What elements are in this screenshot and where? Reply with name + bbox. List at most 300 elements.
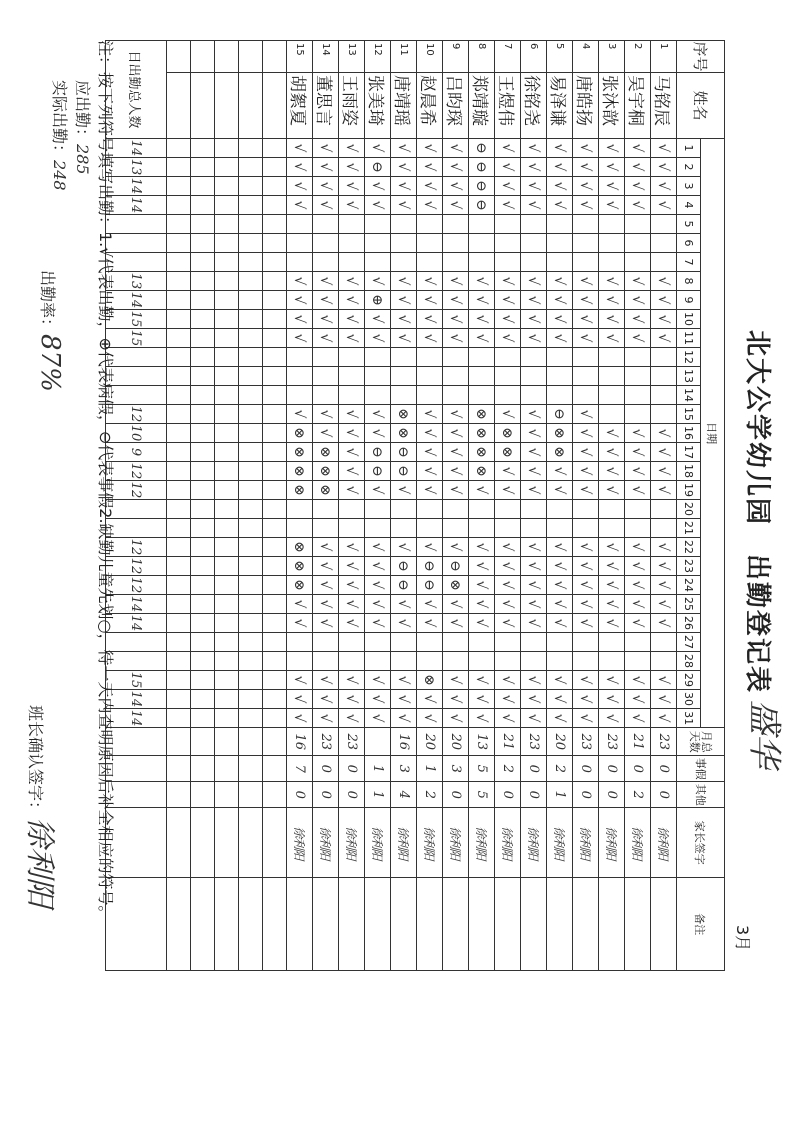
attendance-mark: √ bbox=[573, 709, 599, 728]
attendance-mark bbox=[417, 234, 443, 253]
month-label: 3月 bbox=[733, 925, 752, 952]
attendance-mark bbox=[625, 234, 651, 253]
attendance-mark: √ bbox=[521, 690, 547, 709]
attendance-mark: √ bbox=[365, 139, 391, 158]
attendance-mark bbox=[443, 215, 469, 234]
attendance-mark: √ bbox=[417, 310, 443, 329]
attendance-mark: √ bbox=[391, 671, 417, 690]
attendance-mark: √ bbox=[599, 139, 625, 158]
attendance-mark: √ bbox=[625, 196, 651, 215]
header-monthly-total: 月总天数 bbox=[677, 728, 725, 756]
attendance-mark bbox=[495, 367, 521, 386]
attendance-mark: √ bbox=[547, 177, 573, 196]
attendance-mark: √ bbox=[339, 538, 365, 557]
attendance-mark: √ bbox=[599, 462, 625, 481]
attendance-mark: √ bbox=[443, 538, 469, 557]
teacher-confirm bbox=[21, 705, 65, 907]
attendance-mark bbox=[365, 348, 391, 367]
attendance-mark bbox=[443, 633, 469, 652]
expected-value: 285 bbox=[73, 144, 92, 175]
attendance-mark: √ bbox=[365, 595, 391, 614]
empty-cell bbox=[263, 329, 287, 348]
attendance-mark: √ bbox=[495, 177, 521, 196]
empty-cell bbox=[239, 633, 263, 652]
attendance-mark bbox=[469, 367, 495, 386]
attendance-mark bbox=[651, 633, 677, 652]
day-header: 20 bbox=[677, 500, 701, 519]
empty-cell bbox=[167, 878, 191, 971]
attendance-mark: √ bbox=[573, 272, 599, 291]
attendance-mark: √ bbox=[313, 671, 339, 690]
student-remarks bbox=[391, 878, 417, 971]
empty-cell bbox=[239, 709, 263, 728]
empty-cell bbox=[167, 73, 191, 139]
attendance-mark: √ bbox=[651, 196, 677, 215]
attendance-mark bbox=[521, 386, 547, 405]
empty-cell bbox=[239, 310, 263, 329]
attendance-mark: √ bbox=[365, 709, 391, 728]
empty-cell bbox=[191, 405, 215, 424]
attendance-mark bbox=[495, 500, 521, 519]
day-header: 1 bbox=[677, 139, 701, 158]
attendance-mark: √ bbox=[495, 291, 521, 310]
empty-cell bbox=[263, 671, 287, 690]
empty-row bbox=[239, 41, 263, 971]
empty-cell bbox=[191, 709, 215, 728]
daily-total-value: 12 bbox=[106, 462, 167, 481]
attendance-mark: √ bbox=[651, 424, 677, 443]
attendance-mark: √ bbox=[339, 196, 365, 215]
student-remarks bbox=[287, 878, 313, 971]
student-monthly-total: 20 bbox=[443, 728, 469, 756]
rate-label: 出勤率： bbox=[38, 270, 57, 335]
student-row bbox=[625, 41, 651, 971]
attendance-mark: √ bbox=[287, 690, 313, 709]
attendance-table bbox=[125, 40, 725, 970]
empty-cell bbox=[263, 462, 287, 481]
attendance-mark: √ bbox=[573, 538, 599, 557]
attendance-mark bbox=[651, 234, 677, 253]
attendance-mark: √ bbox=[625, 424, 651, 443]
empty-cell bbox=[263, 386, 287, 405]
attendance-mark: √ bbox=[625, 310, 651, 329]
attendance-mark: ⊗ bbox=[313, 462, 339, 481]
attendance-mark bbox=[365, 519, 391, 538]
student-remarks bbox=[599, 878, 625, 971]
empty-cell bbox=[239, 756, 263, 782]
attendance-mark bbox=[365, 215, 391, 234]
actual-value: 248 bbox=[50, 160, 69, 191]
empty-cell bbox=[167, 808, 191, 878]
attendance-mark: ⊖ bbox=[391, 576, 417, 595]
attendance-mark: √ bbox=[391, 139, 417, 158]
empty-cell bbox=[263, 782, 287, 808]
empty-cell bbox=[215, 443, 239, 462]
student-seq: 10 bbox=[417, 41, 443, 73]
attendance-mark bbox=[417, 215, 443, 234]
empty-cell bbox=[215, 652, 239, 671]
attendance-mark: √ bbox=[313, 424, 339, 443]
student-personal-leave: 1 bbox=[365, 756, 391, 782]
attendance-mark: √ bbox=[573, 443, 599, 462]
empty-cell bbox=[215, 808, 239, 878]
attendance-mark: √ bbox=[495, 139, 521, 158]
empty-cell bbox=[191, 519, 215, 538]
attendance-mark: √ bbox=[651, 538, 677, 557]
attendance-mark: √ bbox=[443, 329, 469, 348]
attendance-mark: √ bbox=[573, 690, 599, 709]
attendance-mark: √ bbox=[495, 671, 521, 690]
empty-cell bbox=[263, 443, 287, 462]
empty-cell bbox=[215, 614, 239, 633]
student-remarks bbox=[495, 878, 521, 971]
empty-cell bbox=[215, 348, 239, 367]
attendance-mark: √ bbox=[573, 614, 599, 633]
attendance-mark: ⊗ bbox=[287, 424, 313, 443]
empty-cell bbox=[191, 215, 215, 234]
empty-cell bbox=[263, 348, 287, 367]
attendance-mark bbox=[287, 215, 313, 234]
daily-total-value: 14 bbox=[106, 709, 167, 728]
empty-cell bbox=[191, 234, 215, 253]
student-monthly-total: 16 bbox=[391, 728, 417, 756]
empty-cell bbox=[239, 253, 263, 272]
empty-cell bbox=[239, 139, 263, 158]
attendance-mark bbox=[339, 652, 365, 671]
attendance-mark: √ bbox=[391, 272, 417, 291]
student-name: 张沐歆 bbox=[599, 73, 625, 139]
attendance-mark bbox=[391, 348, 417, 367]
attendance-mark bbox=[521, 234, 547, 253]
day-header: 12 bbox=[677, 348, 701, 367]
attendance-rate bbox=[35, 270, 65, 392]
attendance-mark: √ bbox=[313, 158, 339, 177]
empty-cell bbox=[191, 272, 215, 291]
attendance-mark: √ bbox=[625, 158, 651, 177]
attendance-mark: √ bbox=[443, 424, 469, 443]
attendance-mark: √ bbox=[625, 576, 651, 595]
attendance-mark: √ bbox=[651, 291, 677, 310]
attendance-mark: √ bbox=[599, 443, 625, 462]
attendance-mark bbox=[313, 519, 339, 538]
attendance-mark: √ bbox=[651, 443, 677, 462]
attendance-mark bbox=[547, 367, 573, 386]
empty-cell bbox=[167, 756, 191, 782]
attendance-mark: √ bbox=[573, 196, 599, 215]
empty-cell bbox=[215, 690, 239, 709]
empty-cell bbox=[263, 595, 287, 614]
attendance-mark: √ bbox=[573, 177, 599, 196]
attendance-mark: √ bbox=[547, 595, 573, 614]
attendance-mark: √ bbox=[443, 291, 469, 310]
attendance-mark bbox=[521, 367, 547, 386]
attendance-mark: ⊗ bbox=[287, 576, 313, 595]
attendance-mark: √ bbox=[339, 595, 365, 614]
empty-cell bbox=[263, 234, 287, 253]
empty-cell bbox=[215, 557, 239, 576]
attendance-mark: ⊖ bbox=[469, 196, 495, 215]
empty-cell bbox=[263, 367, 287, 386]
attendance-mark bbox=[573, 652, 599, 671]
student-seq: 5 bbox=[547, 41, 573, 73]
day-header: 17 bbox=[677, 443, 701, 462]
empty-cell bbox=[191, 671, 215, 690]
attendance-mark bbox=[547, 500, 573, 519]
attendance-mark bbox=[573, 386, 599, 405]
attendance-mark: √ bbox=[287, 272, 313, 291]
attendance-mark: √ bbox=[417, 443, 443, 462]
student-remarks bbox=[365, 878, 391, 971]
empty-cell bbox=[191, 808, 215, 878]
empty-cell bbox=[167, 405, 191, 424]
attendance-mark: √ bbox=[365, 310, 391, 329]
attendance-mark bbox=[339, 253, 365, 272]
empty-cell bbox=[191, 782, 215, 808]
attendance-mark: √ bbox=[547, 481, 573, 500]
attendance-mark: √ bbox=[365, 329, 391, 348]
attendance-mark: √ bbox=[625, 614, 651, 633]
attendance-mark: √ bbox=[599, 481, 625, 500]
attendance-mark: √ bbox=[573, 595, 599, 614]
empty-cell bbox=[215, 139, 239, 158]
empty-cell bbox=[215, 709, 239, 728]
empty-cell bbox=[167, 443, 191, 462]
student-monthly-total: 13 bbox=[469, 728, 495, 756]
attendance-mark bbox=[313, 500, 339, 519]
attendance-mark: √ bbox=[547, 614, 573, 633]
attendance-mark: √ bbox=[521, 291, 547, 310]
student-remarks bbox=[521, 878, 547, 971]
attendance-mark: ⊖ bbox=[365, 462, 391, 481]
attendance-mark: √ bbox=[287, 614, 313, 633]
empty-cell bbox=[215, 215, 239, 234]
attendance-mark bbox=[287, 386, 313, 405]
attendance-mark: √ bbox=[469, 671, 495, 690]
daily-total-value: 15 bbox=[106, 671, 167, 690]
attendance-mark: √ bbox=[599, 557, 625, 576]
attendance-mark: ⊗ bbox=[417, 671, 443, 690]
empty-cell bbox=[215, 671, 239, 690]
empty-cell bbox=[167, 671, 191, 690]
attendance-mark: √ bbox=[469, 538, 495, 557]
attendance-mark: √ bbox=[287, 671, 313, 690]
attendance-mark: √ bbox=[469, 709, 495, 728]
attendance-mark: √ bbox=[521, 196, 547, 215]
empty-cell bbox=[167, 782, 191, 808]
attendance-mark bbox=[287, 652, 313, 671]
attendance-mark: ⊖ bbox=[469, 139, 495, 158]
empty-cell bbox=[239, 519, 263, 538]
attendance-mark bbox=[495, 519, 521, 538]
attendance-mark: √ bbox=[339, 709, 365, 728]
attendance-mark: √ bbox=[495, 158, 521, 177]
empty-cell bbox=[191, 538, 215, 557]
student-name: 赵晨希 bbox=[417, 73, 443, 139]
attendance-mark: √ bbox=[651, 576, 677, 595]
attendance-mark: √ bbox=[443, 405, 469, 424]
attendance-mark: √ bbox=[469, 329, 495, 348]
empty-cell bbox=[191, 481, 215, 500]
attendance-mark: √ bbox=[313, 196, 339, 215]
student-personal-leave: 0 bbox=[573, 756, 599, 782]
attendance-mark bbox=[443, 253, 469, 272]
attendance-mark bbox=[625, 367, 651, 386]
student-personal-leave: 0 bbox=[521, 756, 547, 782]
attendance-mark: √ bbox=[313, 690, 339, 709]
student-seq: 9 bbox=[443, 41, 469, 73]
attendance-mark bbox=[313, 215, 339, 234]
attendance-mark: √ bbox=[651, 158, 677, 177]
attendance-mark bbox=[287, 253, 313, 272]
empty-cell bbox=[167, 367, 191, 386]
attendance-mark: √ bbox=[417, 462, 443, 481]
attendance-mark: √ bbox=[417, 405, 443, 424]
attendance-mark: √ bbox=[365, 405, 391, 424]
attendance-mark bbox=[469, 215, 495, 234]
daily-total-value: 14 bbox=[106, 291, 167, 310]
student-personal-leave: 0 bbox=[313, 756, 339, 782]
empty-cell bbox=[191, 73, 215, 139]
rate-value: 87% bbox=[35, 334, 65, 392]
attendance-mark: ⊖ bbox=[417, 576, 443, 595]
attendance-mark: √ bbox=[599, 576, 625, 595]
attendance-mark bbox=[651, 386, 677, 405]
attendance-mark: √ bbox=[443, 462, 469, 481]
attendance-mark: ⊖ bbox=[391, 557, 417, 576]
attendance-mark: √ bbox=[521, 405, 547, 424]
attendance-mark bbox=[469, 253, 495, 272]
attendance-mark bbox=[391, 652, 417, 671]
attendance-mark bbox=[599, 633, 625, 652]
attendance-mark bbox=[365, 367, 391, 386]
empty-cell bbox=[167, 272, 191, 291]
attendance-mark bbox=[625, 348, 651, 367]
empty-cell bbox=[215, 158, 239, 177]
attendance-mark bbox=[573, 234, 599, 253]
attendance-mark: √ bbox=[599, 538, 625, 557]
empty-cell bbox=[191, 310, 215, 329]
empty-cell bbox=[239, 196, 263, 215]
attendance-mark: √ bbox=[339, 291, 365, 310]
student-personal-leave: 0 bbox=[625, 756, 651, 782]
attendance-mark bbox=[443, 348, 469, 367]
empty-cell bbox=[263, 424, 287, 443]
attendance-mark bbox=[625, 405, 651, 424]
attendance-mark bbox=[365, 633, 391, 652]
empty-cell bbox=[263, 709, 287, 728]
attendance-mark: √ bbox=[625, 595, 651, 614]
attendance-mark: √ bbox=[417, 709, 443, 728]
empty-cell bbox=[239, 690, 263, 709]
attendance-mark: √ bbox=[573, 576, 599, 595]
empty-cell bbox=[239, 462, 263, 481]
attendance-mark bbox=[599, 652, 625, 671]
attendance-mark: √ bbox=[339, 557, 365, 576]
attendance-mark: √ bbox=[287, 177, 313, 196]
empty-cell bbox=[263, 215, 287, 234]
attendance-mark: √ bbox=[547, 576, 573, 595]
attendance-mark: √ bbox=[521, 709, 547, 728]
attendance-mark: √ bbox=[599, 291, 625, 310]
attendance-mark: √ bbox=[599, 329, 625, 348]
attendance-mark bbox=[599, 500, 625, 519]
empty-cell bbox=[215, 234, 239, 253]
attendance-mark: √ bbox=[547, 291, 573, 310]
attendance-mark: √ bbox=[417, 595, 443, 614]
attendance-mark: √ bbox=[417, 196, 443, 215]
empty-cell bbox=[239, 329, 263, 348]
attendance-mark: ⊖ bbox=[391, 443, 417, 462]
attendance-mark: √ bbox=[573, 462, 599, 481]
attendance-mark bbox=[573, 500, 599, 519]
student-row bbox=[651, 41, 677, 971]
attendance-mark: √ bbox=[573, 310, 599, 329]
attendance-mark: √ bbox=[313, 614, 339, 633]
empty-cell bbox=[239, 424, 263, 443]
attendance-mark: √ bbox=[599, 424, 625, 443]
student-name: 张美琦 bbox=[365, 73, 391, 139]
attendance-mark bbox=[287, 348, 313, 367]
empty-row bbox=[215, 41, 239, 971]
empty-cell bbox=[239, 728, 263, 756]
student-other-leave: 0 bbox=[573, 782, 599, 808]
empty-cell bbox=[239, 291, 263, 310]
notes-line: 注：按下列符号填写出勤：1.√代表出勤，⊕代表病假，⊖代表事假2.缺勤儿童先划○，待一天内查明原因后补全相应的符号。 bbox=[96, 40, 115, 922]
attendance-mark: √ bbox=[391, 614, 417, 633]
attendance-mark: √ bbox=[495, 196, 521, 215]
empty-cell bbox=[215, 367, 239, 386]
attendance-mark bbox=[547, 386, 573, 405]
student-other-leave: 0 bbox=[287, 782, 313, 808]
attendance-mark: √ bbox=[339, 690, 365, 709]
attendance-mark bbox=[599, 234, 625, 253]
attendance-mark: √ bbox=[469, 310, 495, 329]
student-parent-signature: 徐利阳 bbox=[573, 808, 599, 878]
student-seq: 1 bbox=[651, 41, 677, 73]
attendance-mark bbox=[547, 253, 573, 272]
attendance-mark: √ bbox=[365, 481, 391, 500]
attendance-mark: √ bbox=[521, 329, 547, 348]
attendance-mark bbox=[313, 633, 339, 652]
attendance-mark bbox=[339, 367, 365, 386]
attendance-mark bbox=[287, 367, 313, 386]
attendance-mark bbox=[599, 253, 625, 272]
empty-cell bbox=[215, 253, 239, 272]
empty-cell bbox=[191, 196, 215, 215]
empty-cell bbox=[167, 139, 191, 158]
student-other-leave: 0 bbox=[521, 782, 547, 808]
empty-cell bbox=[167, 310, 191, 329]
attendance-mark: √ bbox=[625, 481, 651, 500]
attendance-mark bbox=[365, 652, 391, 671]
attendance-mark: √ bbox=[417, 424, 443, 443]
attendance-mark: √ bbox=[443, 177, 469, 196]
empty-cell bbox=[239, 782, 263, 808]
empty-cell bbox=[263, 614, 287, 633]
empty-cell bbox=[263, 253, 287, 272]
attendance-mark bbox=[469, 348, 495, 367]
empty-cell bbox=[239, 177, 263, 196]
empty-cell bbox=[167, 519, 191, 538]
student-row bbox=[417, 41, 443, 971]
attendance-mark bbox=[547, 633, 573, 652]
empty-cell bbox=[239, 272, 263, 291]
attendance-mark: ⊖ bbox=[469, 177, 495, 196]
student-row bbox=[521, 41, 547, 971]
attendance-mark: √ bbox=[365, 576, 391, 595]
attendance-mark bbox=[417, 633, 443, 652]
attendance-mark bbox=[391, 253, 417, 272]
